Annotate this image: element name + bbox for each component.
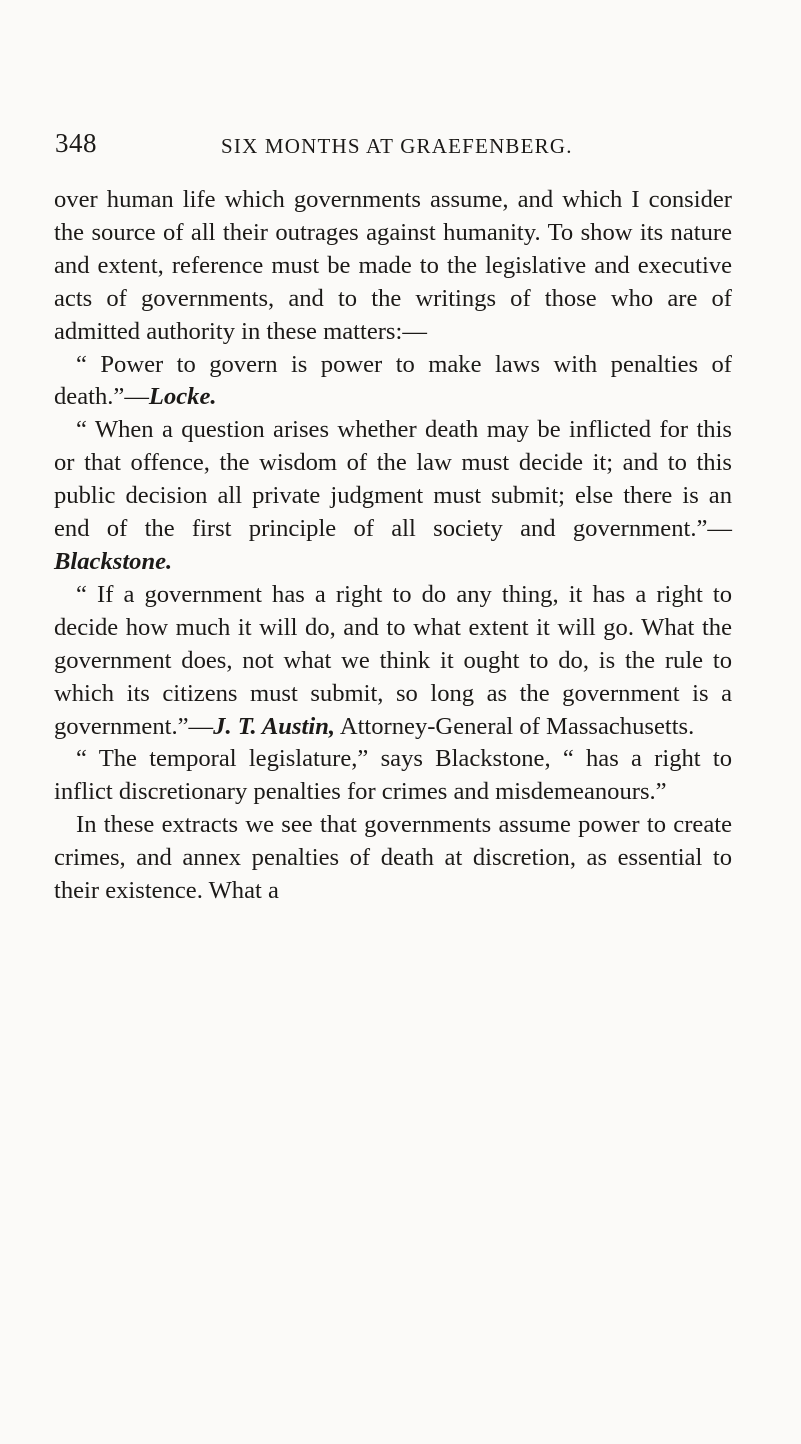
quote-text: “ If a government has a right to do any thing, it has a right to decide how much it will do, and to what extent it will go. What the government does, not what we think it ought to do, is the rule to which its citizens must submit, so long as the government is a government.”— xyxy=(54,580,732,740)
book-title: SIX MONTHS AT GRAEFENBERG. xyxy=(221,134,573,158)
paragraph-conclusion xyxy=(54,809,732,908)
quote-text: “ The temporal legislature,” says Blackstone, “ has a right to inflict discretionary penalties for crimes and misdemeanours.” xyxy=(54,745,732,806)
quote-locke xyxy=(54,349,732,415)
quote-text: “ Power to govern is power to make laws with penalties of death.”— xyxy=(54,350,732,411)
quote-attribution-tail: Attorney-General of Massachusetts. xyxy=(335,712,695,740)
paragraph-text: In these extracts we see that governments assume power to create crimes, and annex penalties of death at discretion, as essential to their existence. What a xyxy=(54,811,732,905)
quote-attribution: J. T. Austin, xyxy=(213,712,336,740)
page-number: 348 xyxy=(55,128,97,158)
paragraph-intro xyxy=(54,184,732,349)
paragraph-text: over human life which governments assume, and which I consider the source of all their outrages against humanity. To show its nature and extent, reference must be made to the legislative and executive acts of governments, and to the writings of those who are of admitted authority in these matters:— xyxy=(54,186,732,345)
quote-attribution: Blackstone. xyxy=(54,547,173,575)
quote-austin xyxy=(54,579,732,744)
quote-attribution: Locke. xyxy=(148,383,217,411)
quote-text: “ When a question arises whether death may be inflicted for this or that offence, the wisdom of the law must decide it; and to this public decision all private judgment must submit; else there is an end of the first principle of all society and government.”— xyxy=(54,416,732,543)
quote-blackstone xyxy=(54,414,732,579)
body-text xyxy=(54,184,732,908)
running-head xyxy=(55,128,745,168)
quote-temporal-legislature xyxy=(54,743,732,809)
